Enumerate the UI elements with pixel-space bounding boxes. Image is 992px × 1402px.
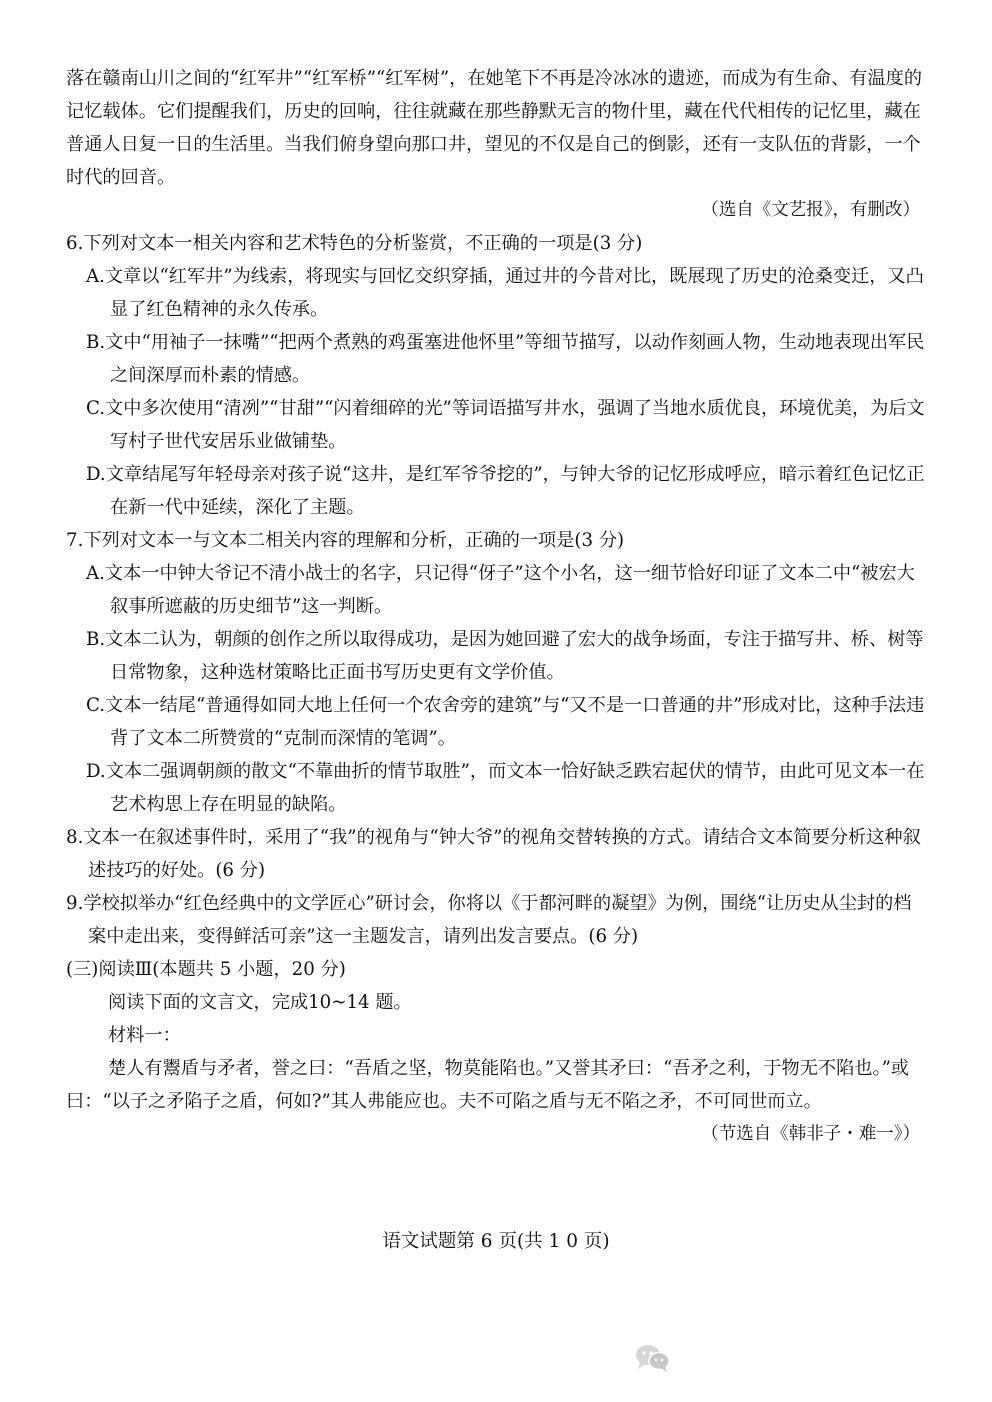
question-6-option-d: D.文章结尾写年轻母亲对孩子说“这井，是红军爷爷挖的”，与钟大爷的记忆形成呼应，暗示着红色记忆正在新一代中延续，深化了主题。 [86, 464, 925, 518]
section-3 [66, 953, 928, 1151]
passage-source: （选自《文艺报》，有删改） [701, 200, 920, 220]
passage-end-paragraph: 落在赣南山川之间的“红军井”“红军桥”“红军树”，在她笔下不再是冷冰冰的遗迹，而成为有生命、有温度的记忆载体。它们提醒我们，历史的回响，往往就藏在那些静默无言的物什里，藏在代代相传的记忆里，藏在普通人日复一日的生活里。当我们俯身望向那口井，望见的不仅是自己的倒影，还有一支队伍的背影，一个时代的回音。 [66, 68, 923, 188]
question-7-option-a: A.文本一中钟大爷记不清小战士的名字，只记得“伢子”这个小名，这一细节恰好印证了文本二中“被宏大叙事所遮蔽的历史细节”这一判断。 [86, 563, 915, 617]
question-7-option-c: C.文本一结尾“普通得如同大地上任何一个农舍旁的建筑”与“又不是一口普通的井”形成对比，这种手法违背了文本二所赞赏的“克制而深情的笔调”。 [86, 695, 925, 749]
question-7-option-b: B.文本二认为，朝颜的创作之所以取得成功，是因为她回避了宏大的战争场面，专注于描写井、桥、树等日常物象，这种选材策略比正面书写历史更有文学价值。 [86, 629, 924, 683]
wechat-icon [634, 1343, 672, 1373]
question-6 [66, 227, 928, 524]
question-8: 8.文本一在叙述事件时，采用了“我”的视角与“钟大爷”的视角交替转换的方式。请结合文本简要分析这种叙述技巧的好处。(6 分) [66, 827, 921, 881]
material-label: 材料一： [108, 1025, 181, 1046]
exam-page [66, 62, 928, 1151]
question-6-option-c: C.文中多次使用“清冽”“甘甜”“闪着细碎的光”等词语描写井水，强调了当地水质优良，环境优美，为后文写村子世代安居乐业做铺垫。 [86, 398, 925, 452]
question-9: 9.学校拟举办“红色经典中的文学匠心”研讨会，你将以《于都河畔的凝望》为例，围绕“让历史从尘封的档案中走出来，变得鲜活可亲”这一主题发言，请列出发言要点。(6 分) [66, 893, 912, 947]
question-6-option-a: A.文章以“红军井”为线索，将现实与回忆交织穿插，通过井的今昔对比，既展现了历史的沧桑变迁，又凸显了红色精神的永久传承。 [86, 266, 924, 320]
page-footer: 语文试题第 6 页(共 1 0 页) [382, 1231, 610, 1252]
section-3-heading: (三)阅读Ⅲ(本题共 5 小题，20 分) [66, 959, 346, 980]
material-source: （节选自《韩非子・难一》） [701, 1124, 920, 1144]
question-7-option-d: D.文本二强调朝颜的散文“不靠曲折的情节取胜”，而文本一恰好缺乏跌宕起伏的情节，由此可见文本一在艺术构思上存在明显的缺陷。 [86, 761, 925, 815]
material-text: 楚人有鬻盾与矛者，誉之曰：“吾盾之坚，物莫能陷也。”又誉其矛曰：“吾矛之利，于物无不陷也。”或曰：“以子之矛陷子之盾，何如?”其人弗能应也。夫不可陷之盾与无不陷之矛，不可同世而立。 [66, 1058, 910, 1112]
question-7 [66, 524, 928, 821]
section-3-instruction: 阅读下面的文言文，完成10~14 题。 [108, 992, 412, 1013]
question-7-stem: 7.下列对文本一与文本二相关内容的理解和分析，正确的一项是(3 分) [66, 530, 625, 551]
question-6-option-b: B.文中“用袖子一抹嘴”“把两个煮熟的鸡蛋塞进他怀里”等细节描写，以动作刻画人物，生动地表现出军民之间深厚而朴素的情感。 [86, 332, 925, 386]
question-6-stem: 6.下列对文本一相关内容和艺术特色的分析鉴赏，不正确的一项是(3 分) [66, 233, 643, 254]
